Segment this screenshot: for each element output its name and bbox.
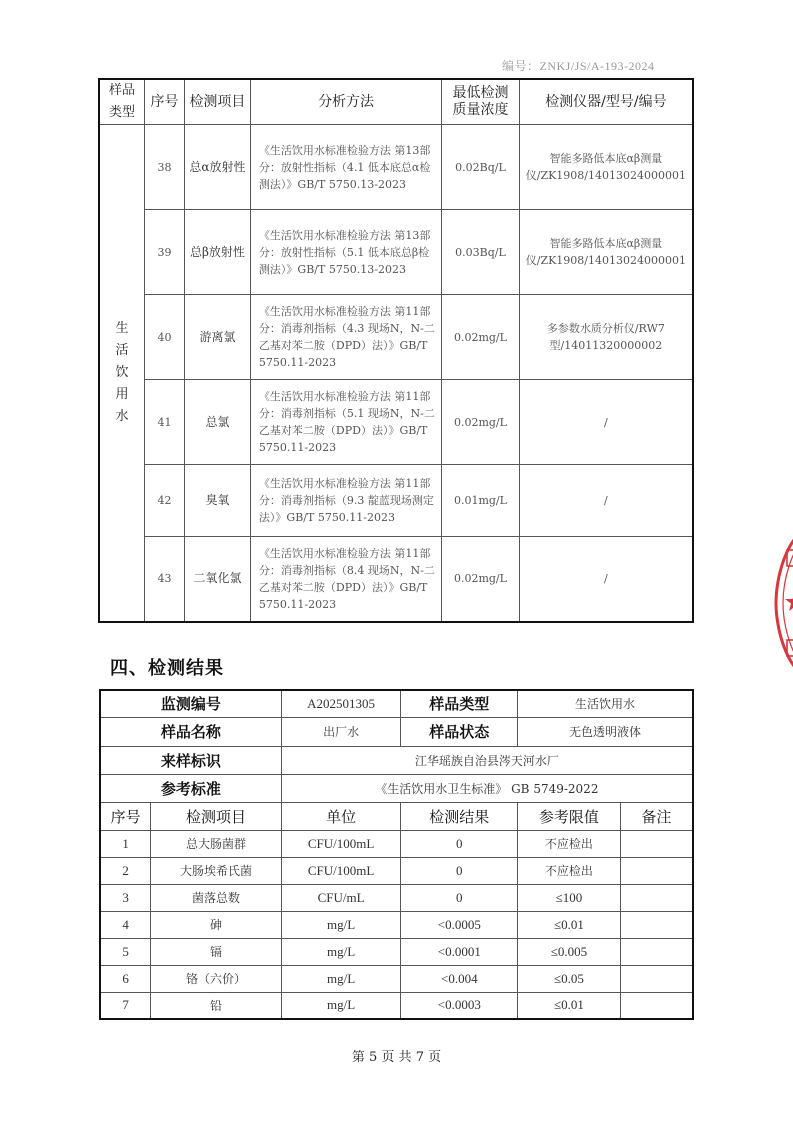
table-row [100,965,693,992]
header-result: 检测结果 [401,802,518,830]
info-row [100,690,693,717]
row-limit: ≤100 [518,884,621,911]
results-header-row [100,802,693,830]
row-item: 铅 [151,992,281,1019]
row-unit: mg/L [281,911,401,938]
table-row [100,830,693,857]
row-result: 0 [401,857,518,884]
method-row [99,125,693,210]
method-seq: 38 [144,125,184,210]
methods-table [98,78,694,623]
method-mdl: 0.02mg/L [442,295,520,380]
row-item: 铬（六价） [151,965,281,992]
row-item: 大肠埃希氏菌 [151,857,281,884]
row-limit: 不应检出 [518,857,621,884]
info-row [100,717,693,746]
method-text: 《生活饮用水标准检验方法 第11部分：消毒剂指标（4.3 现场N，N-二乙基对苯二胺（DPD）法）》GB/T 5750.11-2023 [250,295,441,380]
row-unit: mg/L [281,938,401,965]
method-item: 二氧化氯 [184,537,250,622]
info-row [100,774,693,802]
results-table [99,689,694,1020]
table-row [100,911,693,938]
method-row [99,465,693,537]
method-instrument: 智能多路低本底αβ测量仪/ZK1908/14013024000001 [519,125,693,210]
row-item: 菌落总数 [151,884,281,911]
row-note [620,992,693,1019]
method-mdl: 0.01mg/L [442,465,520,537]
table-row [100,884,693,911]
page-footer: 第 5 页 共 7 页 [351,1050,442,1065]
row-item: 总大肠菌群 [151,830,281,857]
section-title: 四、检测结果 [110,658,224,679]
header-mdl: 最低检测质量浓度 [442,79,520,125]
method-mdl: 0.02Bq/L [442,125,520,210]
row-item: 镉 [151,938,281,965]
row-note [620,938,693,965]
row-unit: CFU/100mL [281,830,401,857]
row-limit: ≤0.005 [518,938,621,965]
method-text: 《生活饮用水标准检验方法 第11部分：消毒剂指标（8.4 现场N，N-二乙基对苯二胺（DPD）法）》GB/T 5750.11-2023 [250,537,441,622]
method-seq: 43 [144,537,184,622]
method-seq: 39 [144,210,184,295]
method-mdl: 0.02mg/L [442,380,520,465]
method-row [99,380,693,465]
header-note: 备注 [620,802,693,830]
table-row [100,938,693,965]
document-number: 编号：ZNKJ/JS/A-193-2024 [502,59,655,73]
row-note [620,965,693,992]
method-seq: 42 [144,465,184,537]
sample-state-label: 样品状态 [401,717,518,746]
row-result: <0.0001 [401,938,518,965]
row-result: <0.0005 [401,911,518,938]
monitor-no-label: 监测编号 [100,690,281,717]
row-result: 0 [401,884,518,911]
row-seq: 3 [100,884,151,911]
row-limit: ≤0.01 [518,911,621,938]
method-seq: 40 [144,295,184,380]
sample-type-cell: 生活饮用水 [99,125,144,622]
table-row [100,992,693,1019]
header-seq: 序号 [144,79,184,125]
row-unit: CFU/100mL [281,857,401,884]
row-note [620,830,693,857]
header-sample-type: 样品类型 [99,79,144,125]
method-item: 总α放射性 [184,125,250,210]
method-mdl: 0.03Bq/L [442,210,520,295]
header-item: 检测项目 [151,802,281,830]
methods-header-row [99,79,693,125]
method-instrument: / [519,465,693,537]
sample-name-value: 出厂水 [281,717,401,746]
source-label: 来样标识 [100,746,281,774]
row-seq: 7 [100,992,151,1019]
standard-label: 参考标准 [100,774,281,802]
header-instrument: 检测仪器/型号/编号 [519,79,693,125]
method-row [99,210,693,295]
method-instrument: 多参数水质分析仪/RW7型/14011320000002 [519,295,693,380]
header-seq: 序号 [100,802,151,830]
source-value: 江华瑶族自治县涔天河水厂 [281,746,693,774]
row-unit: mg/L [281,965,401,992]
row-limit: ≤0.01 [518,992,621,1019]
method-row [99,295,693,380]
row-limit: ≤0.05 [518,965,621,992]
sample-name-label: 样品名称 [100,717,281,746]
method-instrument: / [519,380,693,465]
header-item: 检测项目 [184,79,250,125]
method-instrument: / [519,537,693,622]
sample-state-value: 无色透明液体 [518,717,693,746]
monitor-no-value: A202501305 [281,690,401,717]
row-seq: 4 [100,911,151,938]
header-unit: 单位 [281,802,401,830]
method-mdl: 0.02mg/L [442,537,520,622]
row-seq: 2 [100,857,151,884]
row-unit: mg/L [281,992,401,1019]
method-item: 总氯 [184,380,250,465]
row-result: <0.0003 [401,992,518,1019]
info-row [100,746,693,774]
table-row [100,857,693,884]
method-seq: 41 [144,380,184,465]
row-unit: CFU/mL [281,884,401,911]
sample-type-label: 样品类型 [401,690,518,717]
method-text: 《生活饮用水标准检验方法 第11部分：消毒剂指标（5.1 现场N，N-二乙基对苯二胺（DPD）法）》GB/T 5750.11-2023 [250,380,441,465]
method-text: 《生活饮用水标准检验方法 第13部分：放射性指标（5.1 低本底总β检测法）》GB/T 5750.13-2023 [250,210,441,295]
row-item: 砷 [151,911,281,938]
method-item: 游离氯 [184,295,250,380]
header-limit: 参考限值 [518,802,621,830]
row-result: <0.004 [401,965,518,992]
method-row [99,537,693,622]
method-item: 总β放射性 [184,210,250,295]
row-note [620,911,693,938]
method-item: 臭氧 [184,465,250,537]
seal-stamp-icon [768,518,793,688]
sample-type-value: 生活饮用水 [518,690,693,717]
row-note [620,857,693,884]
method-text: 《生活饮用水标准检验方法 第11部分：消毒剂指标（9.3 靛蓝现场测定法）》GB/T 5750.11-2023 [250,465,441,537]
row-result: 0 [401,830,518,857]
row-seq: 1 [100,830,151,857]
row-note [620,884,693,911]
row-limit: 不应检出 [518,830,621,857]
method-instrument: 智能多路低本底αβ测量仪/ZK1908/14013024000001 [519,210,693,295]
row-seq: 5 [100,938,151,965]
standard-value: 《生活饮用水卫生标准》 GB 5749-2022 [281,774,693,802]
header-method: 分析方法 [250,79,441,125]
row-seq: 6 [100,965,151,992]
method-text: 《生活饮用水标准检验方法 第13部分：放射性指标（4.1 低本底总α检测法）》GB/T 5750.13-2023 [250,125,441,210]
